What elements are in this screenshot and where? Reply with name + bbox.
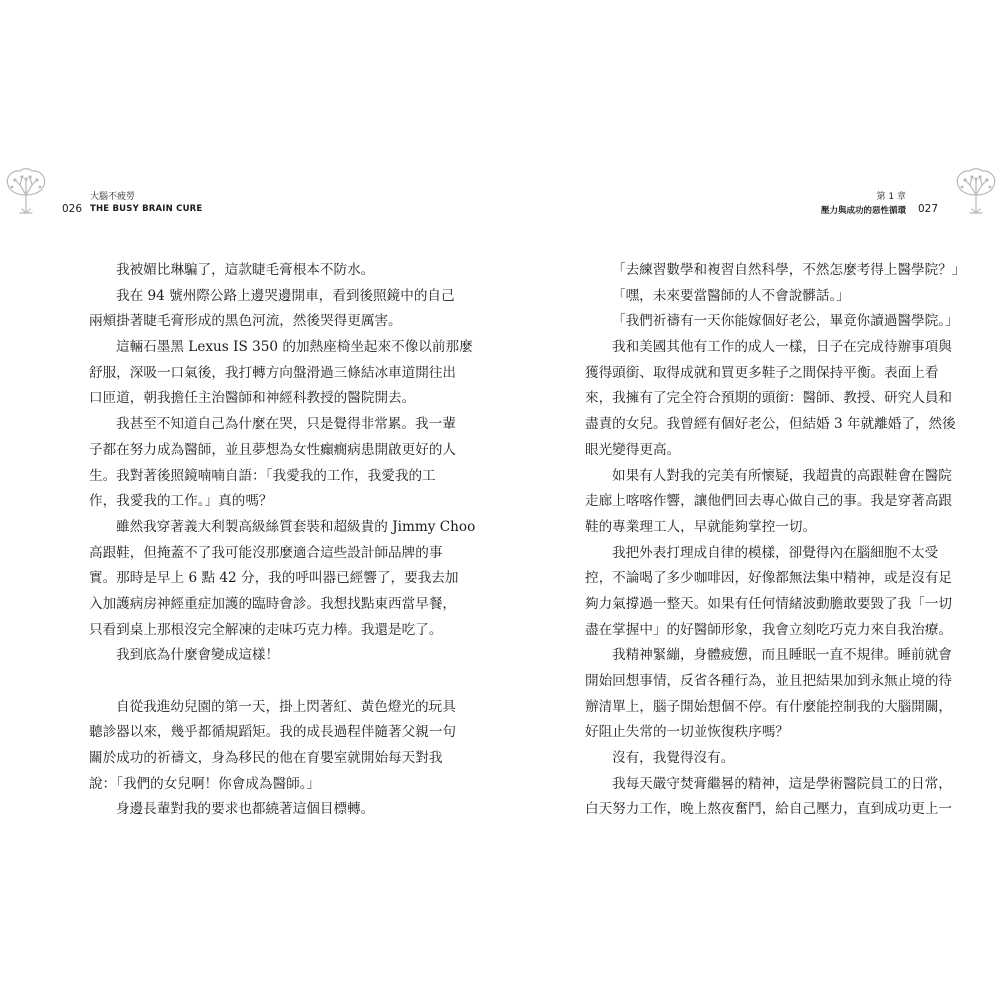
text-line: 走廊上喀喀作響，讓他們回去專心做自己的事。我是穿著高跟: [585, 493, 953, 510]
text-line: 關於成功的祈禱文，身為移民的他在育嬰室就開始每天對我: [89, 750, 443, 767]
chapter-title: 壓力與成功的惡性循環: [820, 206, 906, 216]
book-title-en: THE BUSY BRAIN CURE: [90, 204, 203, 214]
left-page-number: 026: [62, 203, 83, 215]
chapter-label: 第 1 章: [876, 192, 906, 202]
text-line: 實。那時是早上 6 點 42 分，我的呼叫器已經響了，要我去加: [89, 570, 459, 587]
text-line: 來，我擁有了完全符合預期的頭銜：醫師、教授、研究人員和: [585, 390, 953, 407]
text-line: 高跟鞋，但掩蓋不了我可能沒那麼適合這些設計師品牌的事: [89, 544, 443, 561]
text-line: 自從我進幼兒園的第一天，掛上閃著紅、黃色燈光的玩具: [116, 698, 456, 715]
right-page-body: [585, 258, 966, 823]
text-line: 如果有人對我的完美有所懷疑，我超貴的高跟鞋會在醫院: [612, 467, 952, 484]
brain-tree-logo-icon: [0, 165, 52, 217]
text-line: 眼光變得更高。: [585, 441, 681, 458]
text-line: 身邊長輩對我的要求也都繞著這個目標轉。: [116, 801, 375, 818]
text-line: 好阻止失常的一切並恢復秩序嗎？: [585, 724, 789, 741]
text-line: 控，不論喝了多少咖啡因，好像都無法集中精神，或是沒有足: [585, 570, 953, 587]
brain-tree-logo-icon: [950, 165, 1000, 217]
text-line: 辦清單上，腦子開始想個不停。有什麼能控制我的大腦開關，: [585, 698, 953, 715]
text-line: 入加護病房神經重症加護的臨時會診。我想找點東西當早餐，: [89, 595, 457, 612]
text-line: 「去練習數學和複習自然科學，不然怎麼考得上醫學院？」: [612, 262, 966, 278]
text-line: 開始回想事情，反省各種行為，並且把結果加到永無止境的待: [585, 673, 953, 689]
text-line: 只看到桌上那根沒完全解凍的走味巧克力棒。我還是吃了。: [89, 621, 443, 638]
text-line: 盡在掌握中」的好醫師形象，我會立刻吃巧克力來自我治療。: [585, 621, 953, 638]
text-line: 我把外表打理成自律的模樣，卻覺得內在腦細胞不太受: [612, 544, 939, 561]
text-line: 我被媚比琳騙了，這款睫毛膏根本不防水。: [116, 262, 375, 278]
text-line: 作，我愛我的工作。」真的嗎？: [89, 493, 273, 510]
text-line: 兩頰掛著睫毛膏形成的黑色河流，然後哭得更厲害。: [89, 313, 402, 330]
text-line: 我在 94 號州際公路上邊哭邊開車，看到後照鏡中的自己: [116, 287, 455, 304]
text-line: 這輛石墨黑 Lexus IS 350 的加熱座椅坐起來不像以前那麼: [116, 339, 473, 356]
left-page-body: [89, 258, 476, 823]
text-line: 沒有，我覺得沒有。: [612, 750, 735, 767]
text-line: 生。我對著後照鏡喃喃自語：「我愛我的工作，我愛我的工: [89, 467, 436, 484]
text-line: 我精神緊繃，身體疲憊，而且睡眠一直不規律。睡前就會: [612, 647, 952, 664]
section-break: [89, 669, 429, 695]
text-line: 舒服，深吸一口氣後，我打轉方向盤滑過三條結冰車道開往出: [89, 364, 457, 381]
text-line: 白天努力工作，晚上熬夜奮鬥，給自己壓力，直到成功更上一: [585, 801, 953, 818]
text-line: 獲得頭銜、取得成就和買更多鞋子之間保持平衡。表面上看: [585, 364, 939, 381]
text-line: 「我們祈禱有一天你能嫁個好老公，畢竟你讀過醫學院。」: [612, 313, 959, 330]
text-line: 夠力氣撐過一整天。如果有任何情緒波動膽敢要毀了我「一切: [585, 595, 953, 612]
text-line: 我和美國其他有工作的成人一樣，日子在完成待辦事項與: [612, 339, 952, 356]
text-line: 子都在努力成為醫師，並且夢想為女性癲癇病患開啟更好的人: [89, 441, 457, 458]
text-line: 口匝道，朝我擔任主治醫師和神經科教授的醫院開去。: [89, 390, 416, 407]
right-page-number: 027: [917, 203, 938, 215]
text-line: 「嘿，未來要當醫師的人不會說髒話。」: [612, 287, 850, 304]
text-line: 我每天嚴守焚膏繼晷的精神，這是學術醫院員工的日常，: [612, 775, 952, 792]
text-line: 鞋的專業理工人，早就能夠掌控一切。: [585, 518, 817, 535]
book-title-cn: 大腦不疲勞: [90, 192, 136, 202]
text-line: 我到底為什麼會變成這樣！: [116, 647, 280, 664]
text-line: 盡責的女兒。我曾經有個好老公，但結婚 3 年就離婚了，然後: [585, 416, 956, 433]
text-line: 說：「我們的女兒啊！你會成為醫師。」: [89, 775, 321, 792]
text-line: 我甚至不知道自己為什麼在哭，只是覺得非常累。我一輩: [116, 416, 456, 433]
right-running-header: [738, 189, 938, 219]
text-line: 聽診器以來，幾乎都循規蹈矩。我的成長過程伴隨著父親一句: [89, 724, 457, 741]
text-line: 雖然我穿著義大利製高級絲質套裝和超級貴的 Jimmy Choo: [116, 518, 476, 535]
